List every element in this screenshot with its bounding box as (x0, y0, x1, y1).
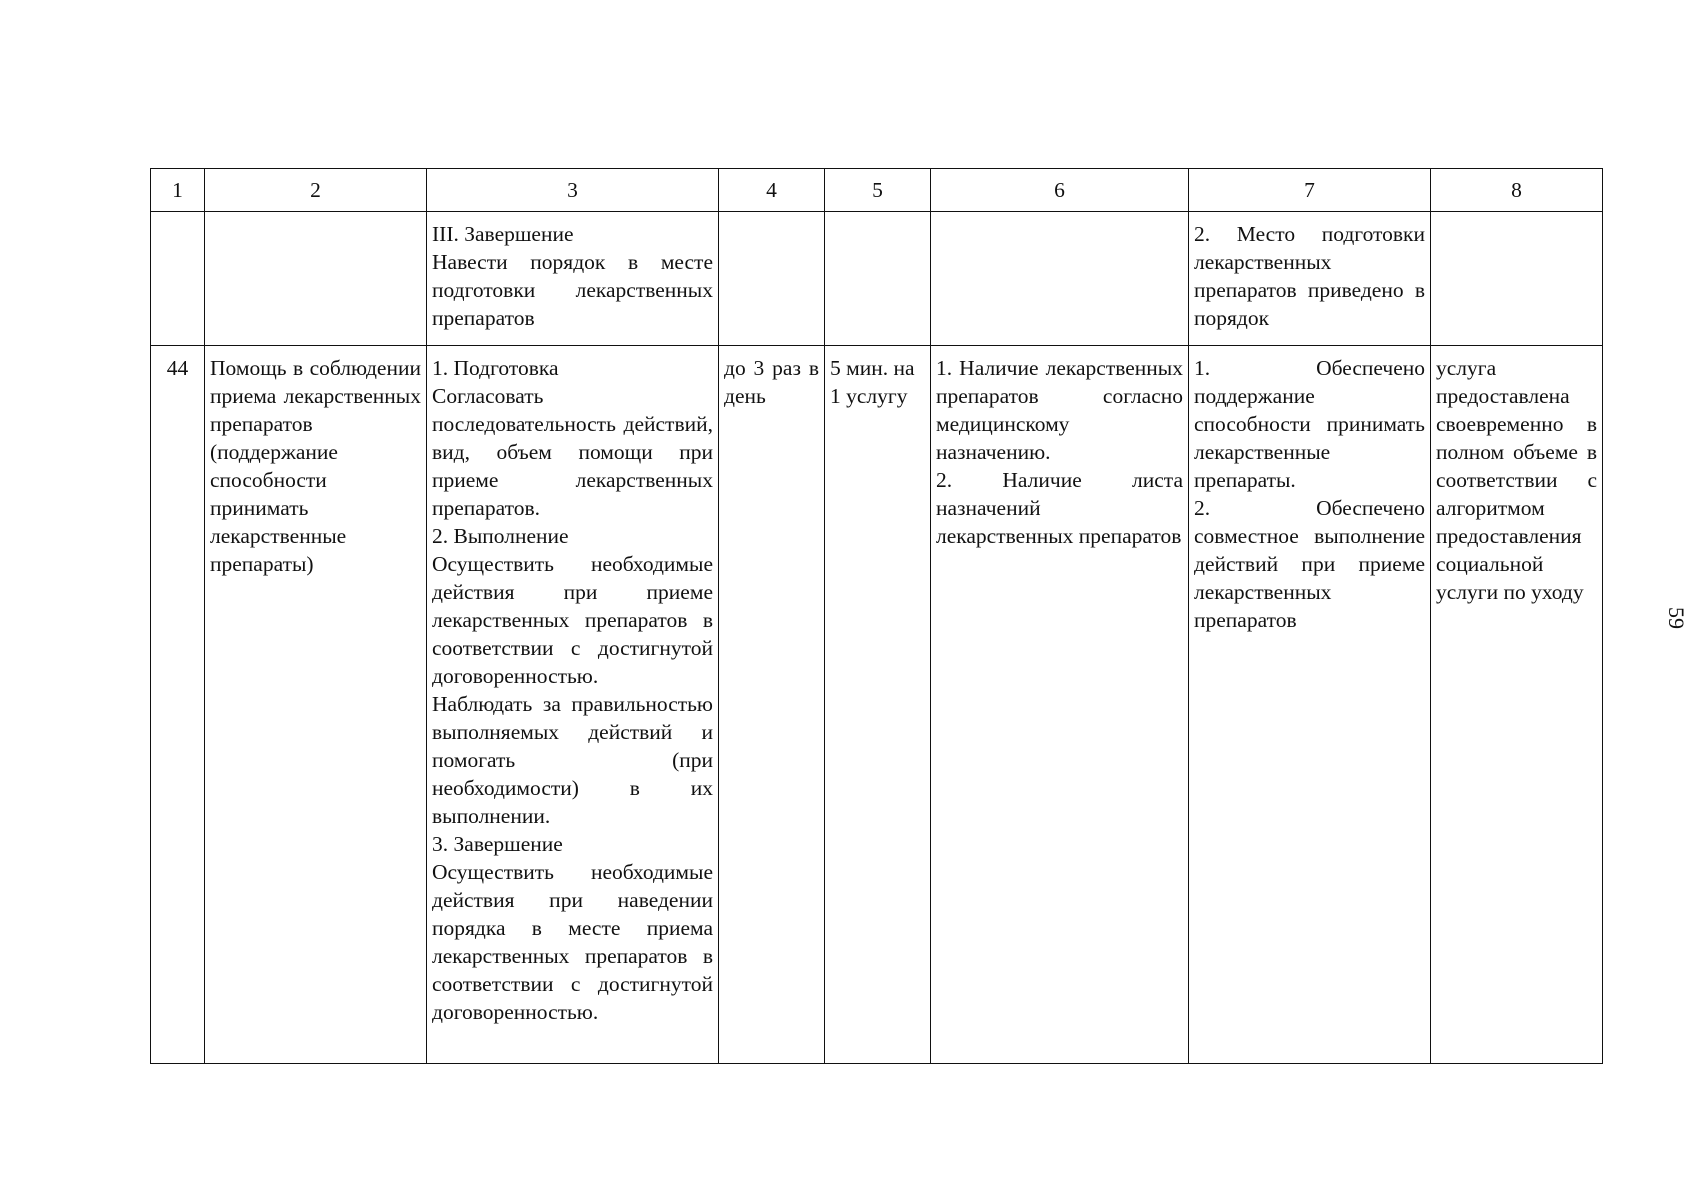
services-table (150, 168, 1603, 1064)
table-row-continuation (151, 212, 1603, 346)
procedure-step-heading: 2. Выполнение (432, 524, 569, 548)
header-col-8: 8 (1431, 169, 1603, 212)
procedure-step-text: Осуществить необходимые действия при приеме лекарственных препаратов в соответствии с достигнутой договоренностью. (432, 552, 713, 688)
cell-result: 2. Место подготовки лекарственных препаратов приведено в порядок (1189, 212, 1431, 346)
cell-quality (1431, 212, 1603, 346)
procedure-step-text: Осуществить необходимые действия при наведении порядка в месте приема лекарственных препаратов в соответствии с достигнутой договоренностью. (432, 860, 713, 1024)
procedure-step-text: Наблюдать за правильностью выполняемых действий и помогать (при необходимости) в их выполнении. (432, 692, 713, 828)
header-row (151, 169, 1603, 212)
header-col-7: 7 (1189, 169, 1431, 212)
cell-duration: 5 мин. на 1 услугу (825, 346, 931, 1064)
services-table-container (150, 168, 1602, 1064)
cell-conditions (931, 346, 1189, 1064)
procedure-step-text: Навести порядок в месте подготовки лекарственных препаратов (432, 250, 713, 330)
cell-service-name (205, 212, 427, 346)
cell-number: 44 (151, 346, 205, 1064)
header-col-4: 4 (719, 169, 825, 212)
header-col-3: 3 (427, 169, 719, 212)
cell-procedure (427, 212, 719, 346)
header-col-2: 2 (205, 169, 427, 212)
cell-procedure (427, 346, 719, 1064)
header-col-1: 1 (151, 169, 205, 212)
cell-frequency: до 3 раз в день (719, 346, 825, 1064)
procedure-step-heading: 1. Подготовка (432, 356, 559, 380)
page-number: 59 (1664, 607, 1689, 629)
table-row-44 (151, 346, 1603, 1064)
condition-item: 2. Наличие листа назначений лекарственных препаратов (936, 468, 1183, 548)
header-col-6: 6 (931, 169, 1189, 212)
cell-conditions (931, 212, 1189, 346)
procedure-step-heading: III. Завершение (432, 222, 574, 246)
cell-quality: услуга предоставлена своевременно в полном объеме в соответствии с алгоритмом предоставления социальной услуги по уходу (1431, 346, 1603, 1064)
procedure-step-heading: 3. Завершение (432, 832, 563, 856)
cell-frequency (719, 212, 825, 346)
cell-number (151, 212, 205, 346)
cell-duration (825, 212, 931, 346)
cell-result (1189, 346, 1431, 1064)
condition-item: 1. Наличие лекарственных препаратов согласно медицинскому назначению. (936, 356, 1183, 464)
procedure-step-text: Согласовать последовательность действий, вид, объем помощи при приеме лекарственных препаратов. (432, 384, 713, 520)
result-item: 1. Обеспечено поддержание способности принимать лекарственные препараты. (1194, 356, 1425, 492)
result-item: 2. Обеспечено совместное выполнение действий при приеме лекарственных препаратов (1194, 496, 1425, 632)
header-col-5: 5 (825, 169, 931, 212)
cell-service-name: Помощь в соблюдении приема лекарственных препаратов (поддержание способности принимать лекарственные препараты) (205, 346, 427, 1064)
